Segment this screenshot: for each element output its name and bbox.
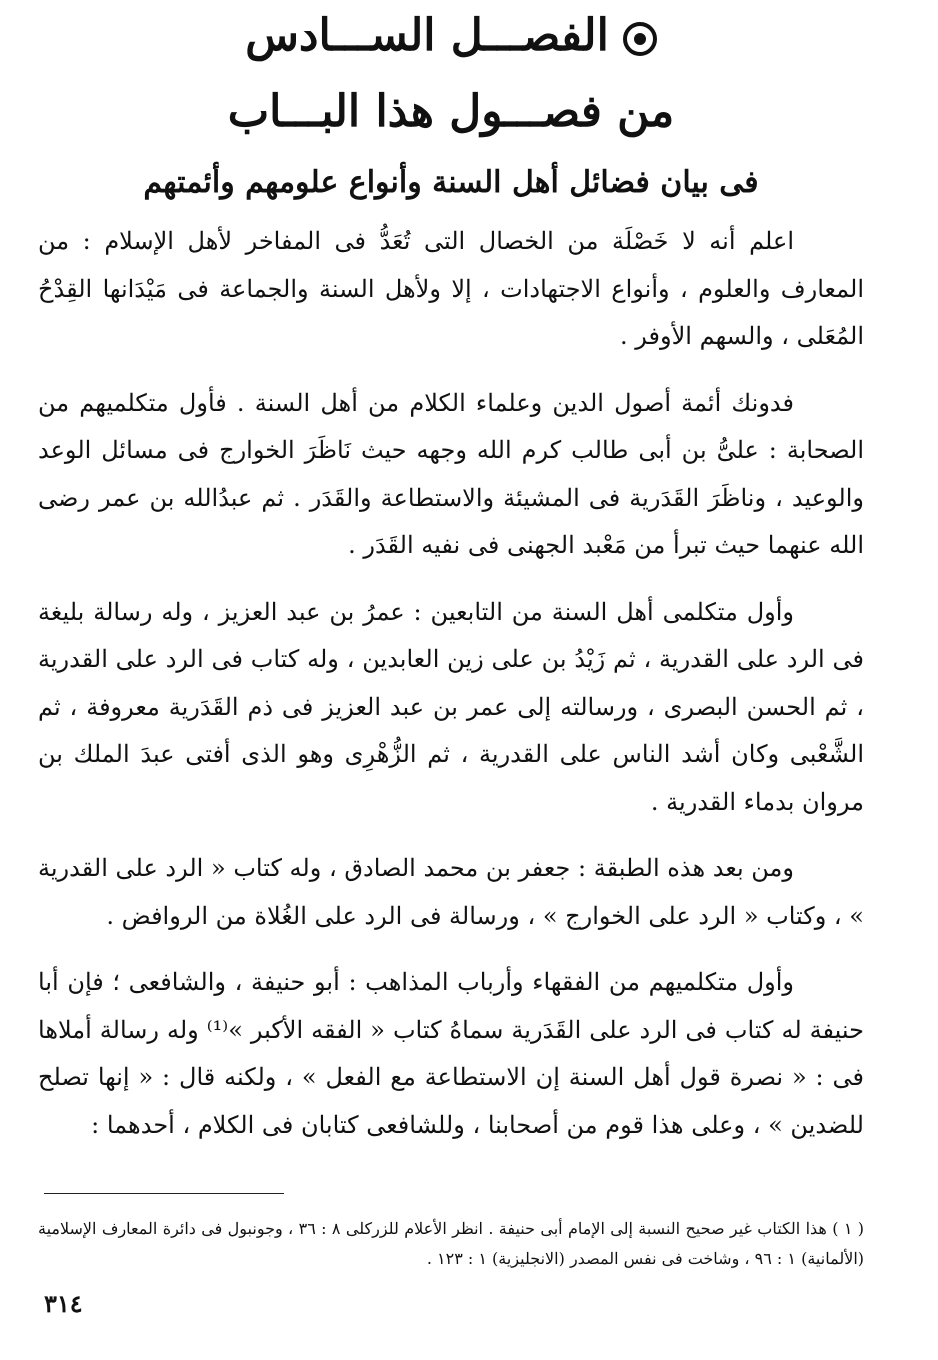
footnote-divider <box>44 1193 284 1194</box>
paragraph: وأول متكلميهم من الفقهاء وأرباب المذاهب : أبو حنيفة ، والشافعى ؛ فإن أبا حنيفة له كتاب فى الرد على القَدَرية سماهُ كتاب « الفقه الأكبر »⁽¹⁾ وله رسالة أملاها فى : « نصرة قول أهل السنة إن الاستطاعة مع الفعل » ، ولكنه قال : « إنها تصلح للضدين » ، وعلى هذا قوم من أصحابنا ، وللشافعى كتابان فى الكلام ، أحدهما : <box>38 968 864 1139</box>
section-heading: فى بيان فضائل أهل السنة وأنواع علومهم وأئمتهم <box>143 165 759 200</box>
paragraph: اعلم أنه لا خَصْلَة من الخصال التى تُعَدُّ فى المفاخر لأهل الإسلام : من المعارف والعلوم ، وأنواع الاجتهادات ، إلا ولأهل السنة والجماعة فى مَيْدَانها القِدْحُ المُعَلى ، والسهم الأوفر . <box>38 227 864 350</box>
paragraph: ومن بعد هذه الطبقة : جعفر بن محمد الصادق ، وله كتاب « الرد على القدرية » ، وكتاب « الرد على الخوارج » ، ورسالة فى الرد على الغُلاة من الروافض . <box>38 854 864 930</box>
body-text <box>38 218 864 1168</box>
chapter-heading <box>38 4 864 68</box>
footnote: ( ١ ) هذا الكتاب غير صحيح النسبة إلى الإمام أبى حنيفة . انظر الأعلام للزركلى ٨ : ٣٦ ، وجونبول فى دائرة المعارف الإسلامية (الألمانية) ١ : ٩٦ ، وشاخت فى نفس المصدر (الانجليزية) ١ : ١٢٣ . <box>38 1219 865 1268</box>
chapter-title: الفصـــل الســـادس <box>245 10 609 61</box>
circle-bullet-icon <box>623 22 657 56</box>
book-page <box>38 0 864 1360</box>
chapter-subtitle: من فصـــول هذا البـــاب <box>227 86 675 137</box>
paragraph: وأول متكلمى أهل السنة من التابعين : عمرُ بن عبد العزيز ، وله رسالة بليغة فى الرد على القدرية ، ثم زَيْدُ بن على زين العابدين ، وله كتاب فى الرد على القدرية ، ثم الحسن البصرى ، ورسالته إلى عمر بن عبد العزيز فى ذم القَدَرية معروفة ، ثم الشَّعْبى وكان أشد الناس على القدرية ، ثم الزُّهْرِى وهو الذى أفتى عبدَ الملك بن مروان بدماء القدرية . <box>38 597 864 816</box>
page-number: ٣١٤ <box>44 1289 83 1318</box>
paragraph: فدونك أئمة أصول الدين وعلماء الكلام من أهل السنة . فأول متكلميهم من الصحابة : علىُّ بن أبى طالب كرم الله وجهه حيث نَاظَرَ الخوارج فى مسائل الوعد والوعيد ، وناظَرَ القَدَرية فى المشيئة والاستطاعة والقَدَر . ثم عبدُالله بن عمر رضى الله عنهما حيث تبرأ من مَعْبد الجهنى فى نفيه القَدَر . <box>38 388 864 559</box>
